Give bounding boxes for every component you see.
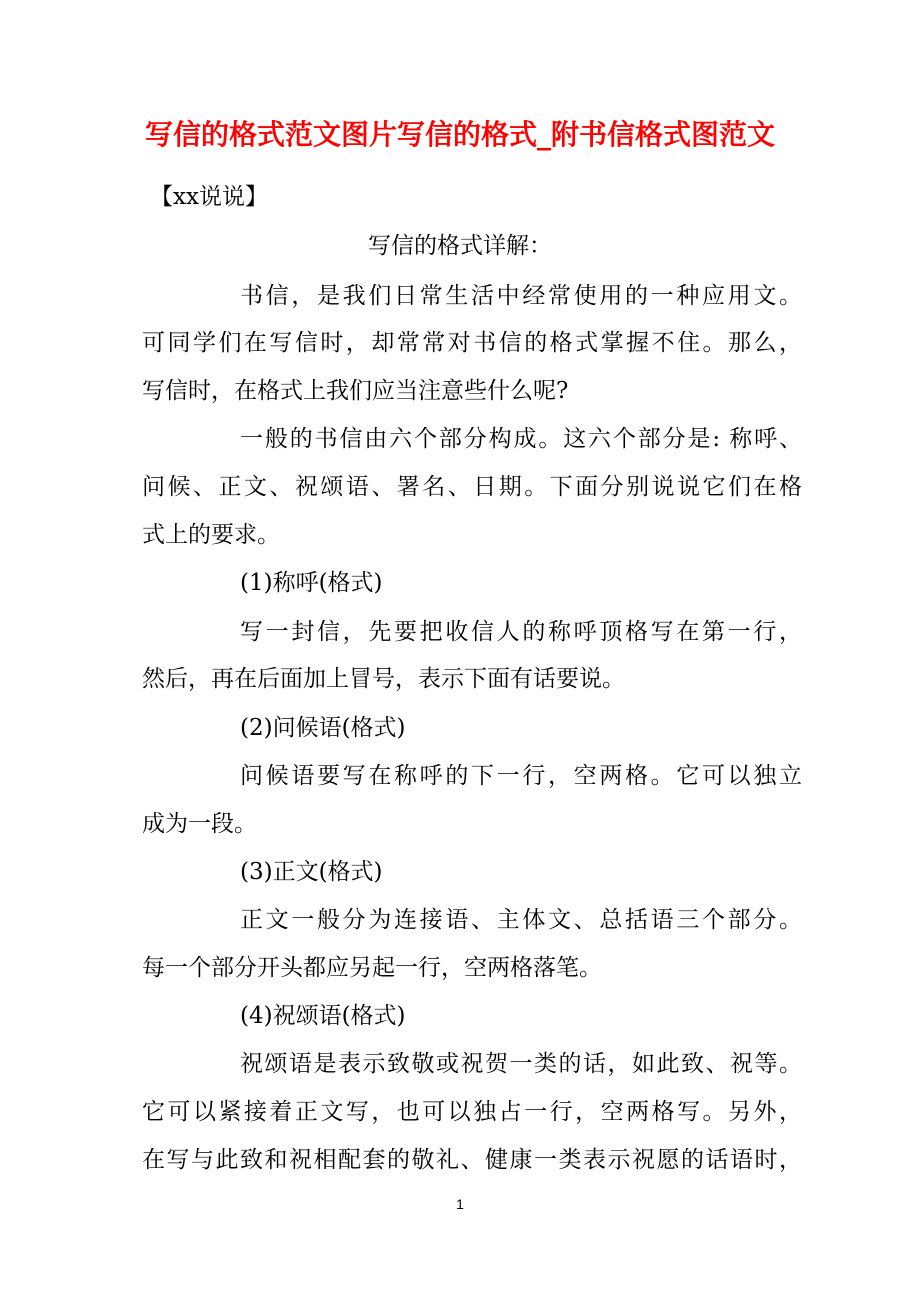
paragraph-line: 式上的要求。: [142, 522, 280, 548]
paragraph-line: 可同学们在写信时，却常常对书信的格式掌握不住。那么，: [142, 330, 802, 356]
paragraph-line: 成为一段。: [142, 811, 257, 837]
paragraph-line: 写一封信，先要把收信人的称呼顶格写在第一行，: [240, 619, 802, 645]
paragraph-line: 问候语要写在称呼的下一行，空两格。它可以独立: [240, 763, 802, 789]
paragraph-line: 它可以紧接着正文写，也可以独占一行，空两格写。另外，: [142, 1099, 802, 1125]
subheading: (1)称呼(格式): [240, 570, 383, 596]
paragraph-line: 写信时，在格式上我们应当注意些什么呢?: [142, 378, 569, 404]
section-tag: 【xx说说】: [150, 184, 268, 210]
paragraph-line: 正文一般分为连接语、主体文、总括语三个部分。: [240, 907, 802, 933]
subheading: (4)祝颂语(格式): [240, 1003, 406, 1029]
paragraph-line: 然后，再在后面加上冒号，表示下面有话要说。: [142, 666, 625, 692]
section-heading: 写信的格式详解：: [368, 233, 552, 259]
paragraph-line: 书信，是我们日常生活中经常使用的一种应用文。: [240, 283, 802, 309]
paragraph-line: 一般的书信由六个部分构成。这六个部分是: 称呼、: [240, 426, 802, 452]
subheading: (2)问候语(格式): [240, 715, 406, 741]
paragraph-line: 问候、正文、祝颂语、署名、日期。下面分别说说它们在格: [142, 474, 802, 500]
subheading: (3)正文(格式): [240, 859, 383, 885]
paragraph-line: 每一个部分开头都应另起一行，空两格落笔。: [142, 955, 602, 981]
page-number: 1: [456, 1196, 464, 1212]
paragraph-line: 祝颂语是表示致敬或祝贺一类的话，如此致、祝等。: [240, 1051, 802, 1077]
paragraph-line: 在写与此致和祝相配套的敬礼、健康一类表示祝愿的话语时，: [142, 1147, 802, 1173]
document-title: 写信的格式范文图片写信的格式_附书信格式图范文: [144, 118, 775, 151]
